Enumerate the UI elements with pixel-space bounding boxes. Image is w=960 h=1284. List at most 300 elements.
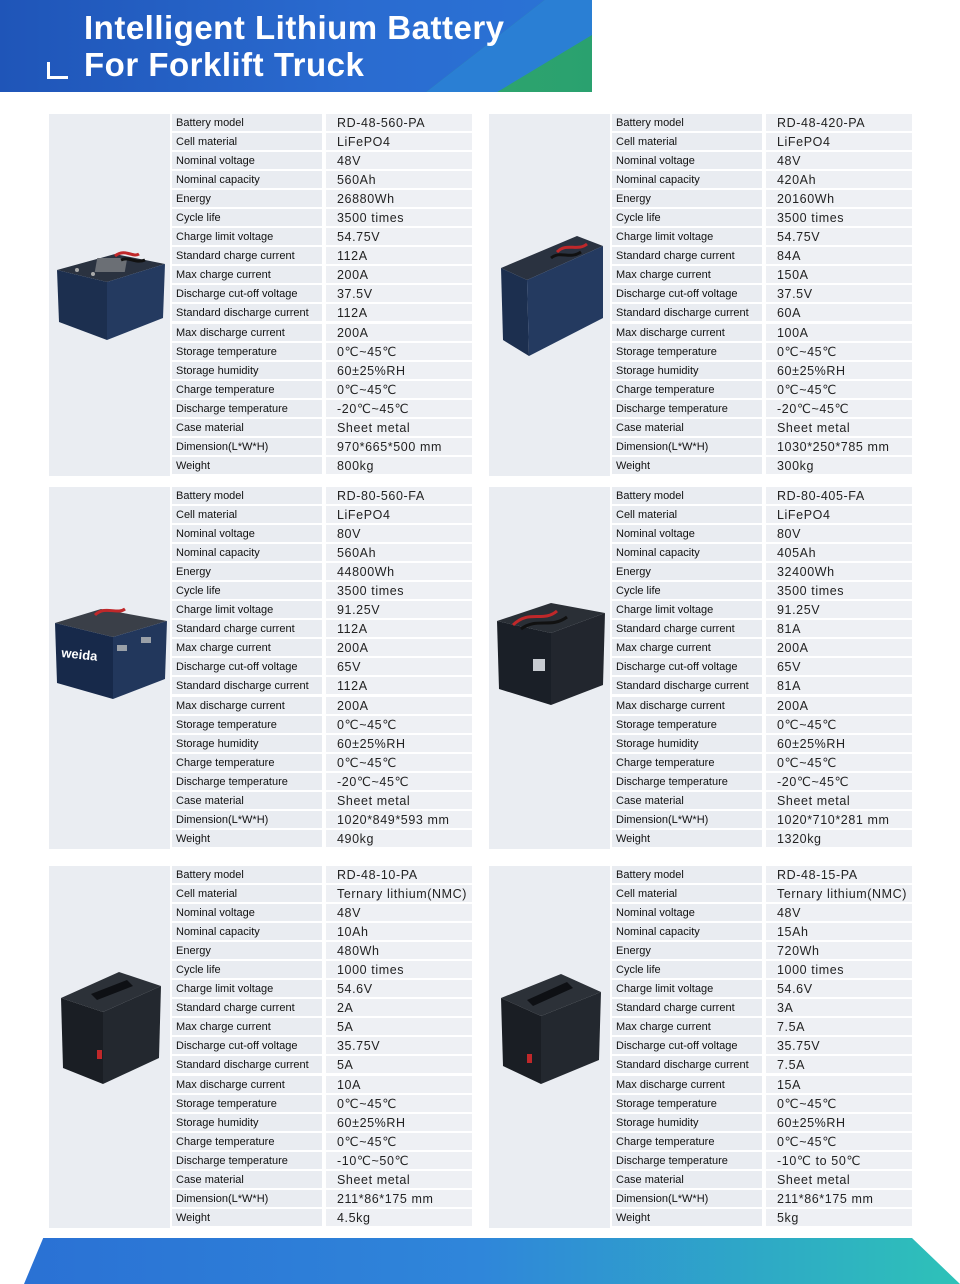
spec-row xyxy=(172,980,472,997)
spec-value: 211*86*175 mm xyxy=(766,1190,912,1207)
spec-value: 80V xyxy=(326,525,472,542)
spec-label: Case material xyxy=(172,792,322,809)
spec-label: Energy xyxy=(612,190,762,207)
spec-row xyxy=(172,942,472,959)
spec-row xyxy=(612,1152,912,1169)
product-photo xyxy=(49,866,170,1228)
spec-row xyxy=(172,1133,472,1150)
spec-value: 1030*250*785 mm xyxy=(766,438,912,455)
spec-row xyxy=(612,811,912,828)
spec-label: Nominal capacity xyxy=(612,544,762,561)
spec-label: Cell material xyxy=(612,885,762,902)
spec-row xyxy=(172,285,472,302)
spec-value: 0℃~45℃ xyxy=(766,716,912,733)
spec-value: LiFePO4 xyxy=(766,133,912,150)
spec-value: 3500 times xyxy=(326,582,472,599)
spec-row xyxy=(172,304,472,321)
spec-row xyxy=(172,1037,472,1054)
spec-row xyxy=(612,866,912,883)
spec-value: 3A xyxy=(766,999,912,1016)
spec-label: Max discharge current xyxy=(172,1076,322,1093)
spec-value: 3500 times xyxy=(766,209,912,226)
spec-value: 20160Wh xyxy=(766,190,912,207)
spec-label: Weight xyxy=(172,457,322,474)
spec-row xyxy=(172,171,472,188)
spec-value: 60A xyxy=(766,304,912,321)
spec-row xyxy=(612,942,912,959)
spec-value: Sheet metal xyxy=(326,1171,472,1188)
spec-row xyxy=(612,658,912,675)
spec-row xyxy=(612,381,912,398)
spec-row xyxy=(172,639,472,656)
spec-row xyxy=(172,1018,472,1035)
page-header xyxy=(0,0,600,92)
spec-row xyxy=(612,582,912,599)
spec-value: 80V xyxy=(766,525,912,542)
spec-row xyxy=(172,716,472,733)
spec-row xyxy=(172,457,472,474)
spec-label: Storage temperature xyxy=(612,343,762,360)
spec-row xyxy=(612,487,912,504)
spec-table xyxy=(172,866,472,1228)
spec-value: 200A xyxy=(766,639,912,656)
spec-label: Discharge cut-off voltage xyxy=(612,285,762,302)
spec-row xyxy=(172,133,472,150)
forklift-battery-weida-icon xyxy=(51,605,169,705)
spec-value: 490kg xyxy=(326,830,472,847)
spec-label: Max discharge current xyxy=(172,697,322,714)
spec-row xyxy=(612,735,912,752)
spec-value: 200A xyxy=(326,639,472,656)
spec-row xyxy=(612,1190,912,1207)
spec-value: 60±25%RH xyxy=(766,362,912,379)
spec-label: Standard discharge current xyxy=(172,1056,322,1073)
spec-row xyxy=(612,1037,912,1054)
spec-row xyxy=(172,247,472,264)
spec-row xyxy=(172,961,472,978)
spec-value: 3500 times xyxy=(326,209,472,226)
spec-label: Case material xyxy=(172,419,322,436)
spec-value: 91.25V xyxy=(326,601,472,618)
spec-label: Standard discharge current xyxy=(612,677,762,694)
spec-label: Discharge cut-off voltage xyxy=(172,1037,322,1054)
spec-value: 420Ah xyxy=(766,171,912,188)
product-photo xyxy=(489,114,610,476)
spec-value: -10℃~50℃ xyxy=(326,1152,472,1169)
spec-label: Nominal capacity xyxy=(612,923,762,940)
product-card xyxy=(489,866,912,1228)
spec-row xyxy=(612,620,912,637)
spec-value: 84A xyxy=(766,247,912,264)
spec-row xyxy=(172,999,472,1016)
spec-label: Storage humidity xyxy=(172,362,322,379)
spec-value: 15A xyxy=(766,1076,912,1093)
spec-value: 800kg xyxy=(326,457,472,474)
spec-label: Storage humidity xyxy=(612,1114,762,1131)
spec-value: 10Ah xyxy=(326,923,472,940)
spec-value: 200A xyxy=(326,266,472,283)
spec-value: 200A xyxy=(326,324,472,341)
spec-label: Energy xyxy=(612,563,762,580)
spec-row xyxy=(612,266,912,283)
spec-label: Weight xyxy=(612,830,762,847)
spec-label: Nominal capacity xyxy=(612,171,762,188)
spec-row xyxy=(612,1171,912,1188)
spec-value: 60±25%RH xyxy=(326,362,472,379)
spec-row xyxy=(172,228,472,245)
spec-row xyxy=(172,1171,472,1188)
spec-label: Discharge cut-off voltage xyxy=(172,658,322,675)
spec-table xyxy=(612,487,912,849)
spec-value: 4.5kg xyxy=(326,1209,472,1226)
spec-value: 150A xyxy=(766,266,912,283)
spec-value: 560Ah xyxy=(326,171,472,188)
spec-row xyxy=(172,525,472,542)
spec-label: Nominal capacity xyxy=(172,171,322,188)
spec-value: 200A xyxy=(766,697,912,714)
portable-battery-handle-icon xyxy=(57,964,165,1088)
spec-row xyxy=(612,904,912,921)
spec-row xyxy=(612,792,912,809)
spec-row xyxy=(172,866,472,883)
spec-row xyxy=(172,885,472,902)
spec-label: Weight xyxy=(612,457,762,474)
spec-label: Energy xyxy=(172,942,322,959)
spec-row xyxy=(172,114,472,131)
spec-value: Sheet metal xyxy=(766,792,912,809)
spec-row xyxy=(612,228,912,245)
spec-label: Cell material xyxy=(612,506,762,523)
spec-label: Standard charge current xyxy=(172,999,322,1016)
spec-label: Storage humidity xyxy=(612,735,762,752)
spec-label: Charge temperature xyxy=(612,754,762,771)
product-photo xyxy=(49,114,170,476)
spec-label: Dimension(L*W*H) xyxy=(172,1190,322,1207)
spec-row xyxy=(612,457,912,474)
spec-label: Cycle life xyxy=(612,961,762,978)
spec-value: 405Ah xyxy=(766,544,912,561)
spec-label: Dimension(L*W*H) xyxy=(612,811,762,828)
spec-value: Sheet metal xyxy=(326,419,472,436)
spec-value: LiFePO4 xyxy=(326,133,472,150)
spec-row xyxy=(172,677,472,694)
spec-row xyxy=(612,961,912,978)
spec-label: Max charge current xyxy=(612,1018,762,1035)
spec-value: 65V xyxy=(326,658,472,675)
spec-label: Standard discharge current xyxy=(612,1056,762,1073)
spec-value: 54.6V xyxy=(766,980,912,997)
spec-row xyxy=(612,677,912,694)
spec-label: Cell material xyxy=(172,885,322,902)
spec-label: Charge limit voltage xyxy=(612,601,762,618)
spec-label: Nominal voltage xyxy=(612,904,762,921)
spec-value: 65V xyxy=(766,658,912,675)
forklift-battery-tall-icon xyxy=(497,232,607,362)
spec-value: 60±25%RH xyxy=(326,735,472,752)
spec-label: Weight xyxy=(172,1209,322,1226)
spec-value: 81A xyxy=(766,620,912,637)
spec-value: 5A xyxy=(326,1018,472,1035)
spec-row xyxy=(172,792,472,809)
spec-value: Sheet metal xyxy=(326,792,472,809)
spec-label: Energy xyxy=(612,942,762,959)
spec-row xyxy=(612,209,912,226)
spec-label: Max charge current xyxy=(612,266,762,283)
product-photo xyxy=(489,866,610,1228)
spec-value: 0℃~45℃ xyxy=(326,754,472,771)
spec-value: 81A xyxy=(766,677,912,694)
spec-row xyxy=(612,754,912,771)
spec-row xyxy=(172,544,472,561)
spec-row xyxy=(612,1114,912,1131)
spec-row xyxy=(172,1114,472,1131)
spec-value: -20℃~45℃ xyxy=(326,400,472,417)
spec-label: Standard charge current xyxy=(172,620,322,637)
spec-value: 7.5A xyxy=(766,1056,912,1073)
spec-value: 720Wh xyxy=(766,942,912,959)
portable-battery-handle-icon xyxy=(497,968,605,1088)
spec-label: Battery model xyxy=(172,866,322,883)
spec-label: Discharge cut-off voltage xyxy=(612,1037,762,1054)
spec-label: Nominal voltage xyxy=(612,525,762,542)
spec-row xyxy=(612,544,912,561)
spec-label: Charge limit voltage xyxy=(612,228,762,245)
spec-label: Nominal voltage xyxy=(172,525,322,542)
spec-label: Standard charge current xyxy=(612,999,762,1016)
spec-label: Discharge temperature xyxy=(172,400,322,417)
spec-label: Standard discharge current xyxy=(612,304,762,321)
spec-label: Cell material xyxy=(172,506,322,523)
spec-label: Max charge current xyxy=(612,639,762,656)
spec-row xyxy=(612,400,912,417)
spec-row xyxy=(172,697,472,714)
spec-value: 60±25%RH xyxy=(766,1114,912,1131)
spec-row xyxy=(612,152,912,169)
spec-value: 1020*710*281 mm xyxy=(766,811,912,828)
spec-row xyxy=(172,266,472,283)
spec-label: Charge temperature xyxy=(172,381,322,398)
spec-label: Storage humidity xyxy=(172,735,322,752)
spec-label: Standard discharge current xyxy=(172,304,322,321)
spec-value: LiFePO4 xyxy=(766,506,912,523)
footer-band xyxy=(0,1238,960,1284)
spec-label: Cell material xyxy=(172,133,322,150)
spec-table xyxy=(172,487,472,849)
spec-label: Weight xyxy=(172,830,322,847)
spec-value: 300kg xyxy=(766,457,912,474)
spec-row xyxy=(172,620,472,637)
spec-label: Case material xyxy=(612,792,762,809)
spec-value: 560Ah xyxy=(326,544,472,561)
forklift-battery-cables-icon xyxy=(493,599,607,709)
spec-label: Standard discharge current xyxy=(172,677,322,694)
spec-value: 0℃~45℃ xyxy=(766,754,912,771)
spec-label: Dimension(L*W*H) xyxy=(612,438,762,455)
spec-row xyxy=(612,362,912,379)
spec-value: 112A xyxy=(326,620,472,637)
brand-logo: weida xyxy=(60,645,99,664)
spec-label: Standard charge current xyxy=(612,247,762,264)
page-title-line1: Intelligent Lithium Battery xyxy=(84,9,505,46)
spec-table xyxy=(612,866,912,1228)
spec-label: Charge temperature xyxy=(172,1133,322,1150)
spec-value: 0℃~45℃ xyxy=(766,1133,912,1150)
product-card xyxy=(489,114,912,476)
spec-value: -20℃~45℃ xyxy=(766,773,912,790)
page-footer xyxy=(0,1238,960,1284)
spec-label: Cycle life xyxy=(172,961,322,978)
spec-row xyxy=(172,506,472,523)
spec-row xyxy=(612,1056,912,1073)
spec-row xyxy=(172,1152,472,1169)
spec-label: Discharge cut-off voltage xyxy=(612,658,762,675)
spec-row xyxy=(612,1018,912,1035)
spec-row xyxy=(172,419,472,436)
product-photo xyxy=(489,487,610,849)
spec-row xyxy=(612,773,912,790)
spec-label: Dimension(L*W*H) xyxy=(612,1190,762,1207)
spec-label: Energy xyxy=(172,190,322,207)
spec-row xyxy=(172,209,472,226)
spec-row xyxy=(612,525,912,542)
spec-value: 54.6V xyxy=(326,980,472,997)
spec-row xyxy=(612,1095,912,1112)
spec-row xyxy=(612,563,912,580)
spec-row xyxy=(172,1095,472,1112)
spec-value: RD-48-15-PA xyxy=(766,866,912,883)
spec-value: 1320kg xyxy=(766,830,912,847)
spec-value: RD-48-420-PA xyxy=(766,114,912,131)
spec-value: 112A xyxy=(326,304,472,321)
spec-value: Sheet metal xyxy=(766,419,912,436)
spec-label: Standard charge current xyxy=(172,247,322,264)
spec-label: Max charge current xyxy=(172,639,322,656)
spec-label: Discharge temperature xyxy=(612,1152,762,1169)
spec-row xyxy=(172,811,472,828)
spec-row xyxy=(612,999,912,1016)
page-title-line2: For Forklift Truck xyxy=(84,46,365,83)
spec-label: Nominal voltage xyxy=(172,904,322,921)
spec-label: Max discharge current xyxy=(612,697,762,714)
spec-row xyxy=(172,400,472,417)
spec-row xyxy=(612,343,912,360)
spec-label: Storage temperature xyxy=(612,716,762,733)
spec-row xyxy=(172,735,472,752)
spec-row xyxy=(172,438,472,455)
spec-label: Storage humidity xyxy=(172,1114,322,1131)
spec-label: Nominal capacity xyxy=(172,544,322,561)
spec-row xyxy=(612,506,912,523)
spec-row xyxy=(172,754,472,771)
spec-row xyxy=(172,1056,472,1073)
spec-label: Charge limit voltage xyxy=(172,228,322,245)
spec-label: Charge limit voltage xyxy=(172,980,322,997)
spec-label: Battery model xyxy=(172,487,322,504)
spec-row xyxy=(172,904,472,921)
spec-row xyxy=(172,582,472,599)
spec-label: Discharge temperature xyxy=(172,1152,322,1169)
spec-table xyxy=(612,114,912,476)
spec-label: Cycle life xyxy=(612,209,762,226)
spec-row xyxy=(612,247,912,264)
spec-row xyxy=(612,285,912,302)
spec-row xyxy=(612,114,912,131)
spec-row xyxy=(172,362,472,379)
spec-value: 54.75V xyxy=(326,228,472,245)
spec-label: Energy xyxy=(172,563,322,580)
spec-label: Charge temperature xyxy=(172,754,322,771)
spec-label: Nominal voltage xyxy=(172,152,322,169)
spec-row xyxy=(172,601,472,618)
spec-value: 480Wh xyxy=(326,942,472,959)
spec-value: 0℃~45℃ xyxy=(326,381,472,398)
spec-label: Storage temperature xyxy=(172,343,322,360)
spec-row xyxy=(172,1190,472,1207)
spec-label: Charge limit voltage xyxy=(172,601,322,618)
spec-value: 3500 times xyxy=(766,582,912,599)
spec-row xyxy=(172,343,472,360)
spec-value: LiFePO4 xyxy=(326,506,472,523)
spec-row xyxy=(612,601,912,618)
spec-row xyxy=(612,419,912,436)
spec-label: Storage humidity xyxy=(612,362,762,379)
spec-row xyxy=(172,152,472,169)
spec-value: 0℃~45℃ xyxy=(766,381,912,398)
spec-row xyxy=(172,1076,472,1093)
spec-value: -20℃~45℃ xyxy=(766,400,912,417)
spec-value: 1020*849*593 mm xyxy=(326,811,472,828)
spec-label: Cycle life xyxy=(172,582,322,599)
spec-value: RD-48-10-PA xyxy=(326,866,472,883)
spec-label: Max discharge current xyxy=(612,1076,762,1093)
spec-row xyxy=(612,1076,912,1093)
spec-row xyxy=(612,1133,912,1150)
spec-row xyxy=(612,1209,912,1226)
spec-row xyxy=(612,923,912,940)
spec-value: Ternary lithium(NMC) xyxy=(766,885,912,902)
spec-row xyxy=(612,980,912,997)
corner-bracket-icon xyxy=(47,62,68,79)
spec-value: 44800Wh xyxy=(326,563,472,580)
spec-value: Sheet metal xyxy=(766,1171,912,1188)
spec-row xyxy=(612,190,912,207)
spec-row xyxy=(612,885,912,902)
forklift-battery-open-top-icon xyxy=(55,248,167,346)
spec-label: Max charge current xyxy=(172,266,322,283)
spec-row xyxy=(172,830,472,847)
spec-value: 91.25V xyxy=(766,601,912,618)
spec-value: 48V xyxy=(326,904,472,921)
spec-label: Standard charge current xyxy=(612,620,762,637)
spec-label: Cell material xyxy=(612,133,762,150)
spec-label: Cycle life xyxy=(172,209,322,226)
spec-value: 0℃~45℃ xyxy=(326,343,472,360)
spec-row xyxy=(172,923,472,940)
spec-label: Case material xyxy=(612,1171,762,1188)
spec-row xyxy=(172,487,472,504)
spec-value: -10℃ to 50℃ xyxy=(766,1152,912,1169)
spec-label: Nominal capacity xyxy=(172,923,322,940)
spec-value: RD-48-560-PA xyxy=(326,114,472,131)
spec-value: 48V xyxy=(766,152,912,169)
spec-row xyxy=(612,697,912,714)
spec-value: RD-80-405-FA xyxy=(766,487,912,504)
spec-value: 60±25%RH xyxy=(766,735,912,752)
spec-value: 112A xyxy=(326,677,472,694)
spec-value: 1000 times xyxy=(766,961,912,978)
spec-value: 0℃~45℃ xyxy=(326,716,472,733)
spec-value: 37.5V xyxy=(326,285,472,302)
